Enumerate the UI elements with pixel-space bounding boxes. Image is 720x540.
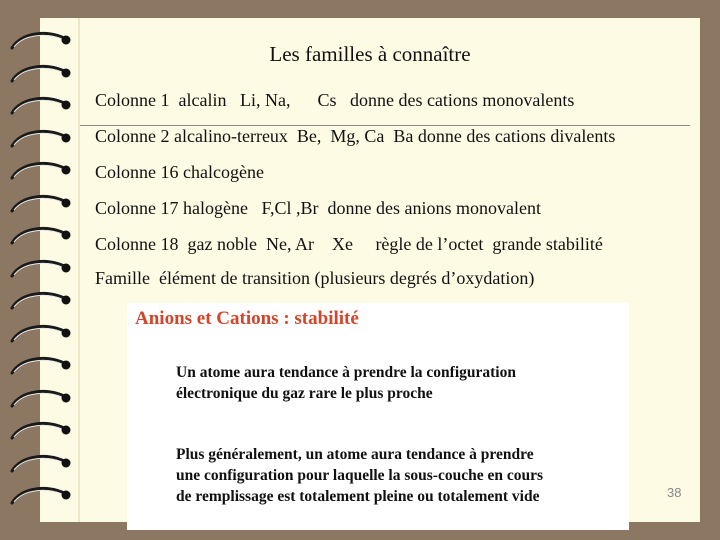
line-colonne-2: Colonne 2 alcalino-terreux Be, Mg, Ca Ba donne des cations divalents bbox=[95, 126, 616, 146]
panel-paragraph-1 bbox=[176, 362, 516, 404]
binding-ring bbox=[8, 353, 74, 377]
binding-ring bbox=[8, 223, 74, 247]
binding-ring bbox=[8, 158, 74, 182]
line-famille-transition: Famille élément de transition (plusieurs degrés d’oxydation) bbox=[95, 268, 535, 288]
panel-paragraph-1-line: électronique du gaz rare le plus proche bbox=[176, 385, 433, 402]
line-colonne-17: Colonne 17 halogène F,Cl ,Br donne des anions monovalent bbox=[95, 198, 542, 218]
line-colonne-16: Colonne 16 chalcogène bbox=[95, 162, 264, 182]
binding-ring bbox=[8, 418, 74, 442]
binding-ring bbox=[8, 191, 74, 215]
binding-ring bbox=[8, 483, 74, 507]
spiral-binding bbox=[0, 0, 80, 540]
panel-paragraph-2-line: de remplissage est totalement pleine ou totalement vide bbox=[176, 488, 540, 505]
panel-paragraph-1-line: Un atome aura tendance à prendre la configuration bbox=[176, 364, 516, 381]
binding-ring bbox=[8, 256, 74, 280]
binding-ring bbox=[8, 321, 74, 345]
page-number: 38 bbox=[667, 485, 682, 500]
binding-ring bbox=[8, 451, 74, 475]
line-colonne-18: Colonne 18 gaz noble Ne, Ar Xe règle de l’octet grande stabilité bbox=[95, 234, 603, 254]
binding-ring bbox=[8, 126, 74, 150]
slide-title: Les familles à connaître bbox=[269, 42, 471, 66]
stability-panel bbox=[127, 303, 629, 530]
panel-paragraph-2-line: Plus généralement, un atome aura tendance à prendre bbox=[176, 446, 534, 463]
binding-ring bbox=[8, 288, 74, 312]
binding-ring bbox=[8, 386, 74, 410]
panel-paragraph-2 bbox=[176, 444, 543, 507]
panel-title: Anions et Cations : stabilité bbox=[135, 308, 359, 329]
line-colonne-1: Colonne 1 alcalin Li, Na, Cs donne des cations monovalents bbox=[95, 90, 575, 110]
panel-paragraph-2-line: une configuration pour laquelle la sous-couche en cours bbox=[176, 467, 544, 484]
binding-ring bbox=[8, 93, 74, 117]
